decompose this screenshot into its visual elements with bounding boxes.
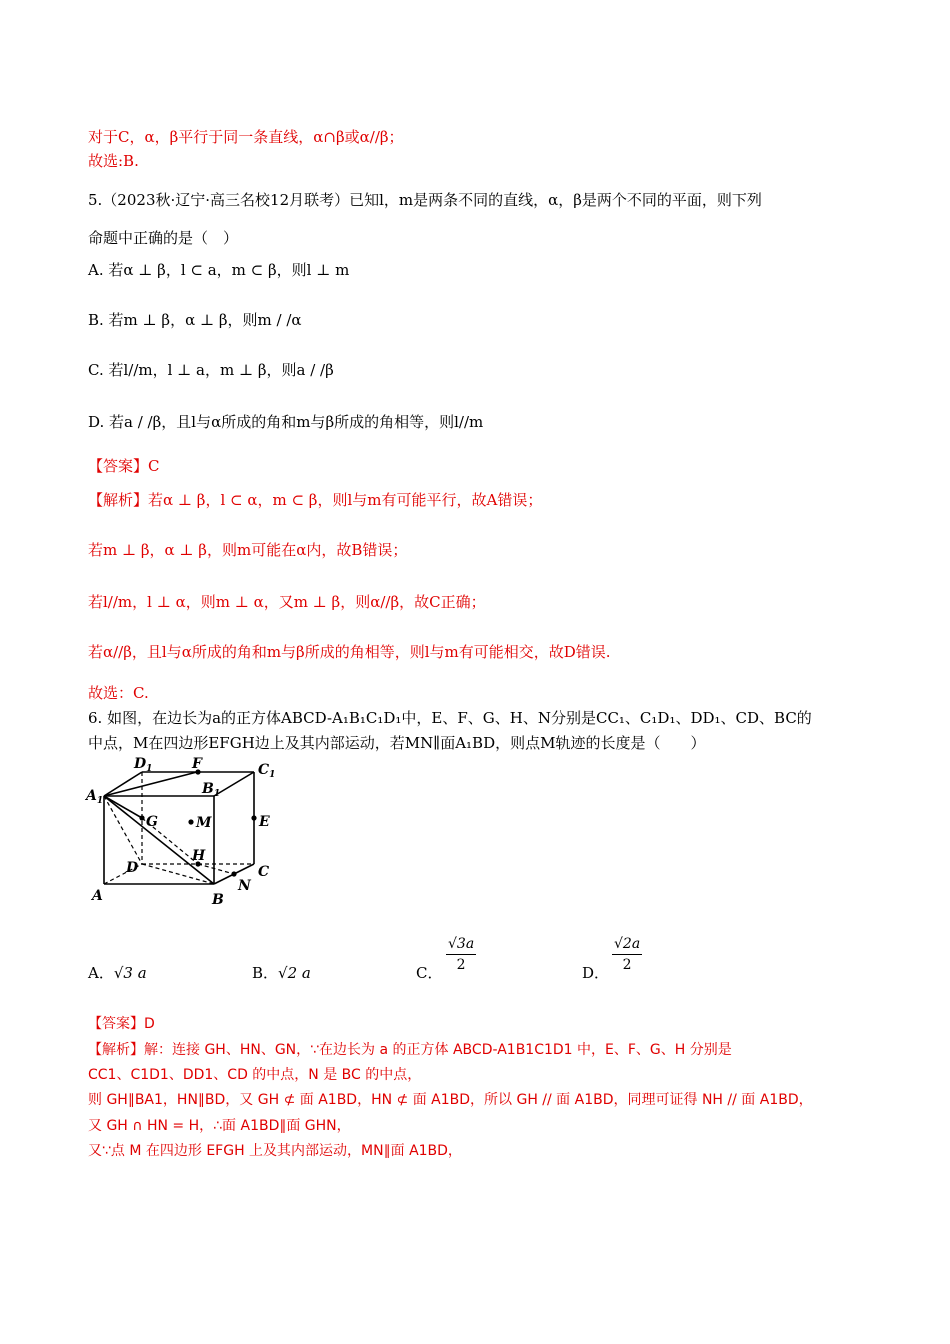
label-B1: $B_1$	[202, 781, 221, 799]
q5-analysis-line-1: 【解析】若α ⊥ β，l ⊂ α，m ⊂ β，则l与m有可能平行，故A错误；	[88, 491, 543, 509]
q6-analysis-line-2: CC1、C1D1、DD1、CD 的中点，N 是 BC 的中点，	[88, 1067, 422, 1083]
label-E: E	[259, 814, 270, 830]
q5-analysis-line-3: 若l//m，l ⊥ α，则m ⊥ α，又m ⊥ β，则α//β，故C正确；	[88, 593, 486, 611]
cube-figure	[84, 756, 284, 911]
q6-stem-line-2: 中点，M在四边形EFGH边上及其内部运动，若MN∥面A₁BD，则点M轨迹的长度是（ ）	[88, 734, 706, 752]
label-B: B	[212, 892, 224, 908]
q5-stem-line-1: 5.（2023秋·辽宁·高三名校12月联考）已知l，m是两条不同的直线，α，β是两个不同的平面，则下列	[88, 191, 762, 209]
label-F: F	[192, 756, 202, 772]
q5-analysis-line-4: 若α//β，且l与α所成的角和m与β所成的角相等，则l与m有可能相交，故D错误.	[88, 643, 611, 661]
q6-option-b: B．√2 a	[252, 964, 311, 982]
prev-analysis-line-2: 故选:B.	[88, 152, 139, 170]
label-N: N	[238, 878, 251, 894]
q6-option-a: A．√3 a	[88, 964, 147, 982]
q5-stem-line-2: 命题中正确的是（ ）	[88, 229, 239, 247]
q5-final: 故选：C.	[88, 684, 149, 702]
label-D1: $D_1$	[134, 756, 153, 774]
q6-stem-line-1: 6. 如图，在边长为a的正方体ABCD-A₁B₁C₁D₁中，E、F、G、H、N分别是CC₁、C₁D₁、DD₁、CD、BC的	[88, 709, 812, 727]
label-C: C	[258, 864, 270, 880]
q5-answer: 【答案】C	[88, 457, 160, 475]
label-H: H	[192, 848, 206, 864]
label-A: A	[92, 888, 103, 904]
q6-option-c-label: C．	[416, 964, 443, 982]
label-D: D	[126, 860, 139, 876]
q6-analysis-line-3: 则 GH∥BA1，HN∥BD，又 GH ⊄ 面 A1BD，HN ⊄ 面 A1BD，所以 GH // 面 A1BD，同理可证得 NH // 面 A1BD，	[88, 1092, 813, 1108]
q6-option-c-fraction: $\frac{√3a}{2}$	[448, 936, 475, 973]
label-A1: $A_1$	[86, 788, 104, 806]
q5-option-c: C. 若l//m，l ⊥ a，m ⊥ β，则a / /β	[88, 361, 334, 379]
q5-option-b: B. 若m ⊥ β，α ⊥ β，则m / /α	[88, 311, 302, 329]
q6-analysis-line-5: 又∵点 M 在四边形 EFGH 上及其内部运动，MN∥面 A1BD，	[88, 1143, 462, 1159]
prev-analysis-line-1: 对于C，α，β平行于同一条直线，α∩β或α//β；	[88, 128, 404, 146]
q6-analysis-line-1: 【解析】解：连接 GH、HN、GN，∵在边长为 a 的正方体 ABCD-A1B1C1D1 中，E、F、G、H 分别是	[88, 1042, 732, 1058]
q6-option-d-fraction: $\frac{√2a}{2}$	[614, 936, 641, 973]
q5-option-d: D. 若a / /β，且l与α所成的角和m与β所成的角相等，则l//m	[88, 413, 484, 431]
label-G: G	[146, 814, 158, 830]
label-C1: $C_1$	[258, 762, 276, 780]
q5-analysis-line-2: 若m ⊥ β，α ⊥ β，则m可能在α内，故B错误；	[88, 541, 408, 559]
label-M: M	[196, 815, 212, 831]
q6-analysis-line-4: 又 GH ∩ HN = H，∴面 A1BD∥面 GHN，	[88, 1118, 351, 1134]
q6-answer: 【答案】D	[88, 1016, 155, 1032]
q6-option-d-label: D．	[582, 964, 610, 982]
q5-option-a: A. 若α ⊥ β，l ⊂ a，m ⊂ β，则l ⊥ m	[88, 261, 350, 279]
